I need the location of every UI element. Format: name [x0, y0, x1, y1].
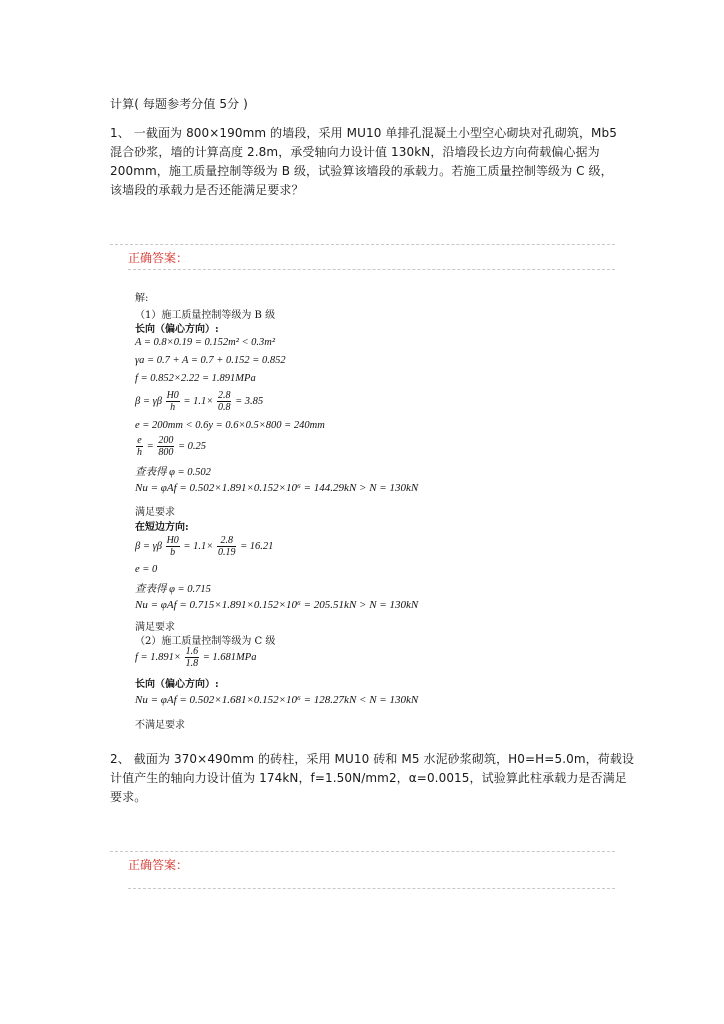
divider	[110, 244, 615, 245]
result-not-ok: 不满足要求	[135, 720, 185, 731]
equation-phi: 查表得 φ = 0.502	[135, 467, 211, 478]
answer-label-1: 正确答案：	[128, 251, 189, 265]
eq-text: = 1.1×	[183, 395, 214, 407]
equation-f: f = 0.852×2.22 = 1.891MPa	[135, 373, 256, 384]
fraction	[166, 390, 180, 413]
numerator: 2.8	[217, 390, 231, 401]
numerator: H0	[166, 535, 179, 546]
question-1	[110, 124, 620, 200]
eq-text: = 0.25	[177, 440, 207, 452]
numerator: 2.8	[217, 535, 237, 547]
result-ok-2: 满足要求	[135, 622, 175, 633]
question-2-line: 计值产生的轴向力设计值为 174kN，f=1.50N/mm2，α=0.0015，试验算此柱承载力是否满足	[110, 771, 627, 785]
eq-text: = 16.21	[240, 540, 274, 552]
denominator: 0.8	[217, 402, 231, 413]
question-2-line: 2、 截面为 370×490mm 的砖柱，采用 MU10 砖和 M5 水泥砂浆砌筑，H0=H=5.0m，荷载设	[110, 752, 635, 766]
denominator: 1.8	[185, 658, 199, 669]
result-ok-1: 满足要求	[135, 507, 175, 518]
long-direction-label: 长向（偏心方向）:	[135, 324, 219, 335]
question-1-line: 混合砂浆，墙的计算高度 2.8m，承受轴向力设计值 130kN，沿墙段长边方向荷载偏心据为	[110, 145, 600, 159]
fraction	[136, 435, 143, 458]
numerator: 1.6	[185, 646, 199, 657]
long-direction-label-2: 长向（偏心方向）:	[135, 679, 219, 690]
numerator: 200	[158, 435, 174, 446]
equation-e-over-h	[135, 435, 206, 458]
question-2-line: 要求。	[110, 790, 147, 804]
question-2	[110, 750, 635, 807]
denominator: h	[170, 402, 176, 413]
equation-beta	[135, 390, 263, 413]
fraction	[166, 535, 180, 558]
equation-nu-short: Nu = φAf = 0.715×1.891×0.152×10⁶ = 205.51kN > N = 130kN	[135, 599, 419, 611]
question-1-line: 200mm，施工质量控制等级为 B 级，试验算该墙段的承载力。若施工质量控制等级为 C 级，	[110, 164, 613, 178]
denominator: b	[170, 547, 176, 558]
equation-area: A = 0.8×0.19 = 0.152m² < 0.3m²	[135, 337, 276, 348]
solution-title: 解:	[135, 293, 149, 304]
eq-text: = 3.85	[235, 395, 264, 407]
denominator: h	[137, 447, 142, 458]
fraction	[185, 646, 200, 669]
fraction	[217, 390, 232, 413]
question-1-line: 该墙段的承载力是否还能满足要求？	[110, 183, 304, 197]
section-heading: 计算( 每题参考分值 5分 )	[110, 97, 248, 111]
divider	[128, 888, 615, 889]
fraction	[157, 435, 174, 458]
eq-text: β = γβ	[135, 395, 162, 407]
eq-text: = 1.1×	[183, 540, 214, 552]
equation-beta-short	[135, 535, 273, 558]
short-direction-label: 在短边方向:	[135, 522, 189, 533]
denominator: 0.19	[217, 547, 236, 558]
solution-part-2: （2）施工质量控制等级为 C 级	[135, 636, 276, 647]
eq-text: =	[146, 440, 154, 452]
numerator: e	[137, 435, 142, 446]
equation-gamma: γa = 0.7 + A = 0.7 + 0.152 = 0.852	[135, 355, 286, 366]
equation-nu: Nu = φAf = 0.502×1.891×0.152×10⁶ = 144.29kN > N = 130kN	[135, 482, 419, 494]
numerator: H0	[166, 390, 179, 401]
equation-phi-short: 查表得 φ = 0.715	[135, 584, 211, 595]
divider	[128, 269, 615, 270]
eq-text: β = γβ	[135, 540, 162, 552]
equation-f-grade-c	[135, 646, 256, 669]
solution-part-1: （1）施工质量控制等级为 B 级	[135, 310, 276, 321]
denominator: 800	[158, 447, 174, 458]
answer-label-2: 正确答案：	[128, 858, 189, 872]
equation-eccentricity: e = 200mm < 0.6y = 0.6×0.5×800 = 240mm	[135, 420, 325, 431]
eq-text: f = 1.891×	[135, 651, 181, 663]
fraction	[217, 535, 237, 558]
equation-nu-grade-c: Nu = φAf = 0.502×1.681×0.152×10⁶ = 128.27kN < N = 130kN	[135, 694, 419, 706]
divider	[110, 851, 615, 852]
eq-text: = 1.681MPa	[202, 651, 257, 663]
question-1-line: 1、 一截面为 800×190mm 的墙段，采用 MU10 单排孔混凝土小型空心砌块对孔砌筑，Mb5	[110, 126, 617, 140]
equation-e-zero: e = 0	[135, 564, 158, 575]
